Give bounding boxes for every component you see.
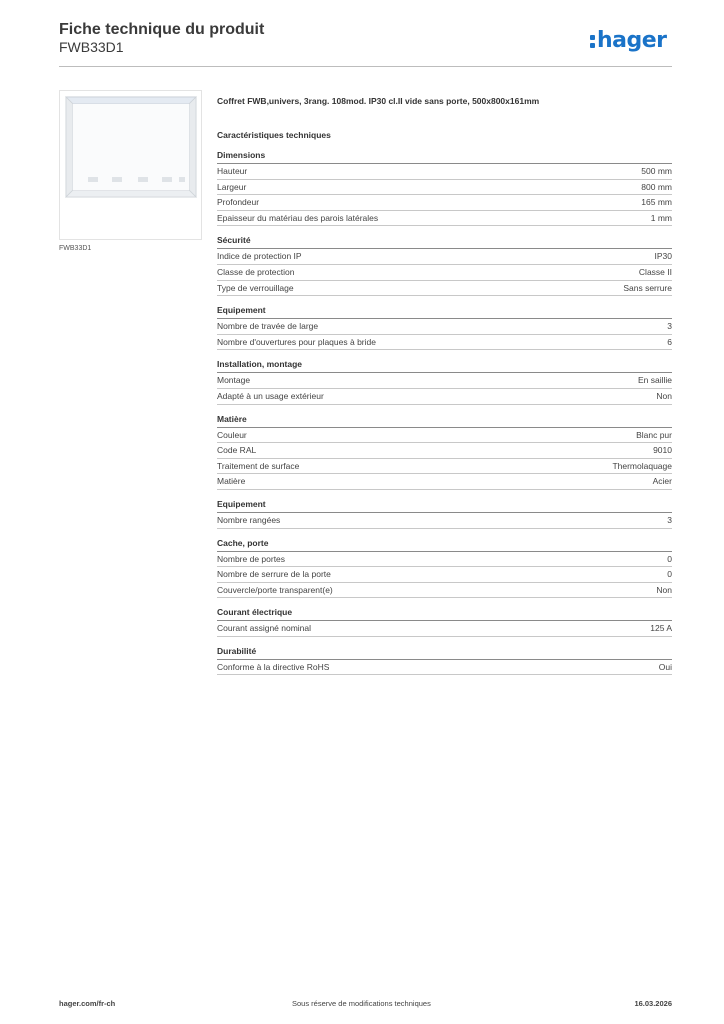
group-title: Durabilité bbox=[217, 646, 672, 660]
spec-value: 3 bbox=[667, 321, 672, 332]
group-title: Sécurité bbox=[217, 235, 672, 249]
spec-content bbox=[217, 96, 672, 684]
spec-label: Hauteur bbox=[217, 166, 248, 176]
spec-row bbox=[217, 319, 672, 335]
spec-value: 9010 bbox=[653, 445, 672, 456]
group-title: Dimensions bbox=[217, 150, 672, 164]
spec-row bbox=[217, 621, 672, 637]
spec-row bbox=[217, 583, 672, 599]
spec-value: Oui bbox=[658, 661, 672, 672]
spec-value: 165 mm bbox=[641, 197, 672, 208]
product-description: Coffret FWB,univers, 3rang. 108mod. IP30 cl.II vide sans porte, 500x800x161mm bbox=[217, 96, 540, 106]
spec-value: 1 mm bbox=[650, 212, 672, 223]
spec-label: Couleur bbox=[217, 429, 247, 440]
spec-value: Non bbox=[656, 390, 672, 401]
page-title: Fiche technique du produit bbox=[59, 21, 265, 38]
spec-label: Nombre d'ouvertures pour plaques à bride bbox=[217, 336, 376, 347]
spec-row bbox=[217, 265, 672, 281]
section-title: Caractéristiques techniques bbox=[217, 130, 331, 140]
spec-value: Sans serrure bbox=[623, 282, 672, 293]
group-title: Matière bbox=[217, 414, 672, 428]
group-title: Installation, montage bbox=[217, 359, 672, 373]
group-title: Equipement bbox=[217, 499, 672, 513]
footer-date: 16.03.2026 bbox=[634, 999, 672, 1008]
spec-group-equipement-2 bbox=[217, 499, 672, 529]
header-divider bbox=[59, 66, 672, 67]
spec-group-dimensions bbox=[217, 150, 672, 226]
spec-label: Type de verrouillage bbox=[217, 282, 294, 293]
spec-label: Code RAL bbox=[217, 445, 257, 456]
spec-label: Classe de protection bbox=[217, 266, 295, 277]
spec-group-cache-porte bbox=[217, 538, 672, 599]
group-title: Equipement bbox=[217, 305, 672, 319]
spec-value: Acier bbox=[652, 476, 672, 487]
spec-row bbox=[217, 660, 672, 676]
spec-row bbox=[217, 164, 672, 180]
spec-label: Conforme à la directive RoHS bbox=[217, 661, 330, 672]
product-code: FWB33D1 bbox=[59, 39, 124, 55]
footer-notice: Sous réserve de modifications techniques bbox=[292, 999, 431, 1008]
spec-row bbox=[217, 567, 672, 583]
spec-row bbox=[217, 513, 672, 529]
spec-label: Matière bbox=[217, 476, 246, 487]
spec-label: Courant assigné nominal bbox=[217, 623, 312, 634]
logo-text: hager bbox=[597, 28, 667, 53]
spec-value: IP30 bbox=[654, 251, 672, 262]
spec-value: Blanc pur bbox=[636, 429, 672, 440]
spec-label: Epaisseur du matériau des parois latérales bbox=[217, 212, 379, 223]
enclosure-illustration-icon bbox=[60, 91, 201, 239]
spec-group-installation bbox=[217, 359, 672, 404]
spec-label: Traitement de surface bbox=[217, 460, 300, 471]
spec-value: 125 A bbox=[650, 623, 672, 634]
spec-group-durabilite bbox=[217, 646, 672, 676]
logo-dots-icon bbox=[590, 33, 596, 49]
spec-row bbox=[217, 552, 672, 568]
group-title: Courant électrique bbox=[217, 607, 672, 621]
spec-value: Non bbox=[656, 584, 672, 595]
product-image bbox=[59, 90, 202, 240]
spec-row bbox=[217, 335, 672, 351]
spec-row bbox=[217, 180, 672, 196]
spec-value: En saillie bbox=[637, 375, 672, 386]
spec-value: Classe II bbox=[638, 266, 672, 277]
spec-label: Nombre de portes bbox=[217, 553, 286, 564]
spec-row bbox=[217, 281, 672, 297]
spec-label: Nombre de travée de large bbox=[217, 321, 319, 332]
spec-group-matiere bbox=[217, 414, 672, 490]
group-title: Cache, porte bbox=[217, 538, 672, 552]
spec-group-equipement bbox=[217, 305, 672, 350]
spec-value: 500 mm bbox=[641, 166, 672, 176]
footer-website-link[interactable]: hager.com/fr-ch bbox=[59, 999, 116, 1008]
spec-group-courant bbox=[217, 607, 672, 637]
spec-value: Thermolaquage bbox=[612, 460, 672, 471]
spec-value: 6 bbox=[667, 336, 672, 347]
spec-row bbox=[217, 249, 672, 265]
spec-row bbox=[217, 474, 672, 490]
spec-label: Nombre rangées bbox=[217, 514, 281, 525]
spec-row bbox=[217, 195, 672, 211]
spec-label: Indice de protection IP bbox=[217, 251, 302, 262]
spec-value: 0 bbox=[667, 553, 672, 564]
spec-row bbox=[217, 443, 672, 459]
spec-value: 3 bbox=[667, 514, 672, 525]
spec-label: Profondeur bbox=[217, 197, 260, 208]
spec-row bbox=[217, 389, 672, 405]
image-caption: FWB33D1 bbox=[59, 245, 92, 252]
spec-label: Nombre de serrure de la porte bbox=[217, 569, 331, 580]
spec-row bbox=[217, 459, 672, 475]
spec-group-securite bbox=[217, 235, 672, 296]
spec-label: Couvercle/porte transparent(e) bbox=[217, 584, 333, 595]
spec-value: 0 bbox=[667, 569, 672, 580]
spec-label: Adapté à un usage extérieur bbox=[217, 390, 324, 401]
hager-logo bbox=[590, 28, 667, 53]
spec-row bbox=[217, 428, 672, 444]
spec-label: Montage bbox=[217, 375, 251, 386]
spec-row bbox=[217, 373, 672, 389]
spec-row bbox=[217, 211, 672, 227]
spec-label: Largeur bbox=[217, 181, 247, 192]
spec-value: 800 mm bbox=[641, 181, 672, 192]
